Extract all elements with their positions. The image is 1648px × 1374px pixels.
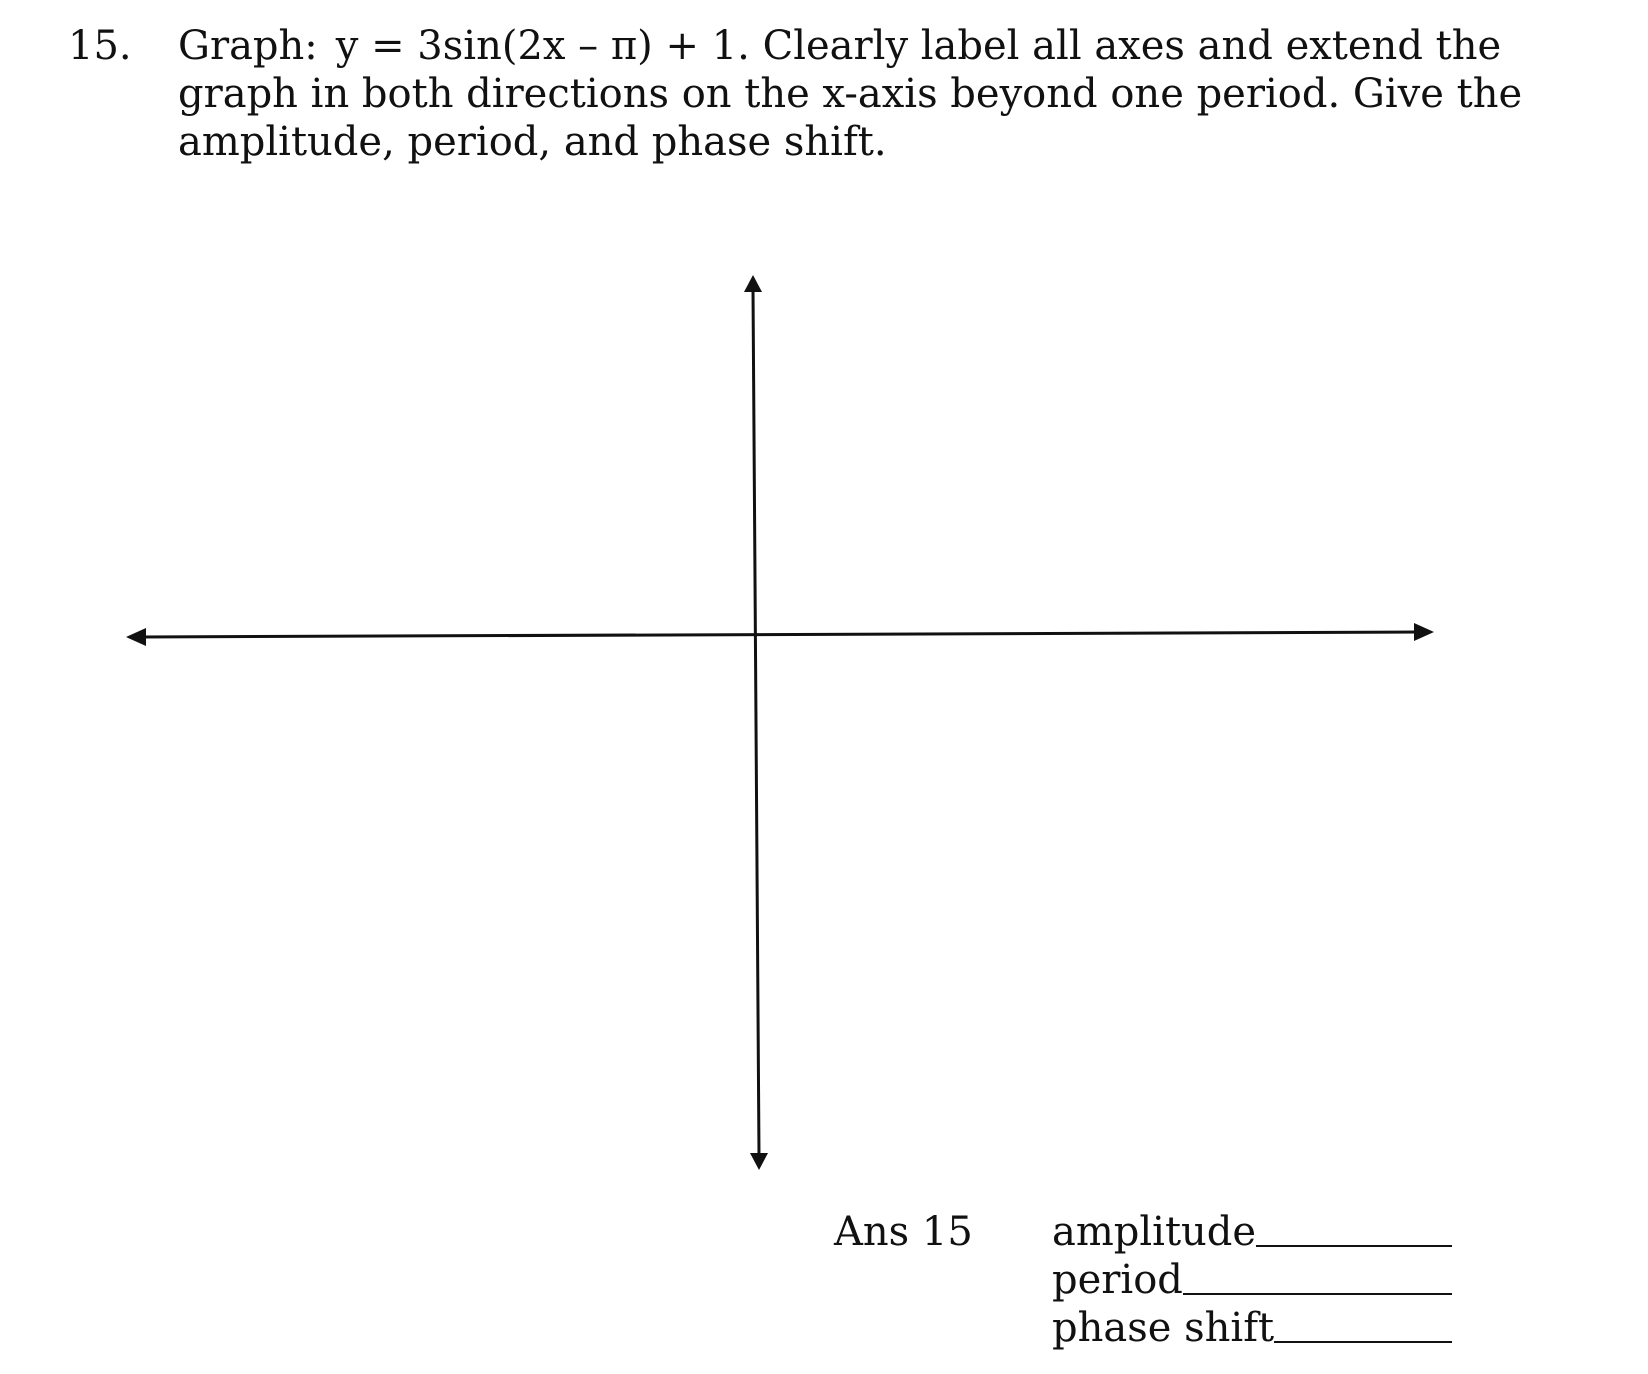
y-axis-bottom-arrow-icon bbox=[750, 1153, 768, 1170]
period-field[interactable] bbox=[1052, 1256, 1452, 1304]
equation: y = 3sin(2x – π) + 1. bbox=[335, 23, 750, 69]
instruction-part-1: Clearly label all axes and extend the bbox=[762, 23, 1502, 69]
question-line-3: amplitude, period, and phase shift. bbox=[178, 119, 887, 165]
y-axis-top-arrow-icon bbox=[744, 275, 762, 292]
question-number: 15. bbox=[68, 23, 132, 69]
x-axis-right-arrow-icon bbox=[1414, 623, 1434, 641]
period-blank[interactable] bbox=[1183, 1293, 1452, 1295]
amplitude-label: amplitude bbox=[1052, 1209, 1257, 1255]
period-label: period bbox=[1052, 1257, 1183, 1303]
question-line-2: graph in both directions on the x-axis beyond one period. Give the bbox=[178, 71, 1523, 117]
question-text bbox=[178, 22, 1523, 166]
answer-label: Ans 15 bbox=[834, 1209, 973, 1255]
x-axis-left-arrow-icon bbox=[126, 628, 146, 646]
y-axis bbox=[753, 290, 759, 1155]
answer-fields bbox=[1052, 1208, 1452, 1352]
amplitude-field[interactable] bbox=[1052, 1208, 1452, 1256]
graph-label: Graph: bbox=[178, 23, 318, 69]
phase-shift-blank[interactable] bbox=[1274, 1341, 1452, 1343]
phase-shift-field[interactable] bbox=[1052, 1304, 1452, 1352]
question-line-1 bbox=[178, 22, 1502, 70]
x-axis bbox=[140, 632, 1420, 637]
phase-shift-label: phase shift bbox=[1052, 1305, 1275, 1351]
amplitude-blank[interactable] bbox=[1256, 1245, 1452, 1247]
